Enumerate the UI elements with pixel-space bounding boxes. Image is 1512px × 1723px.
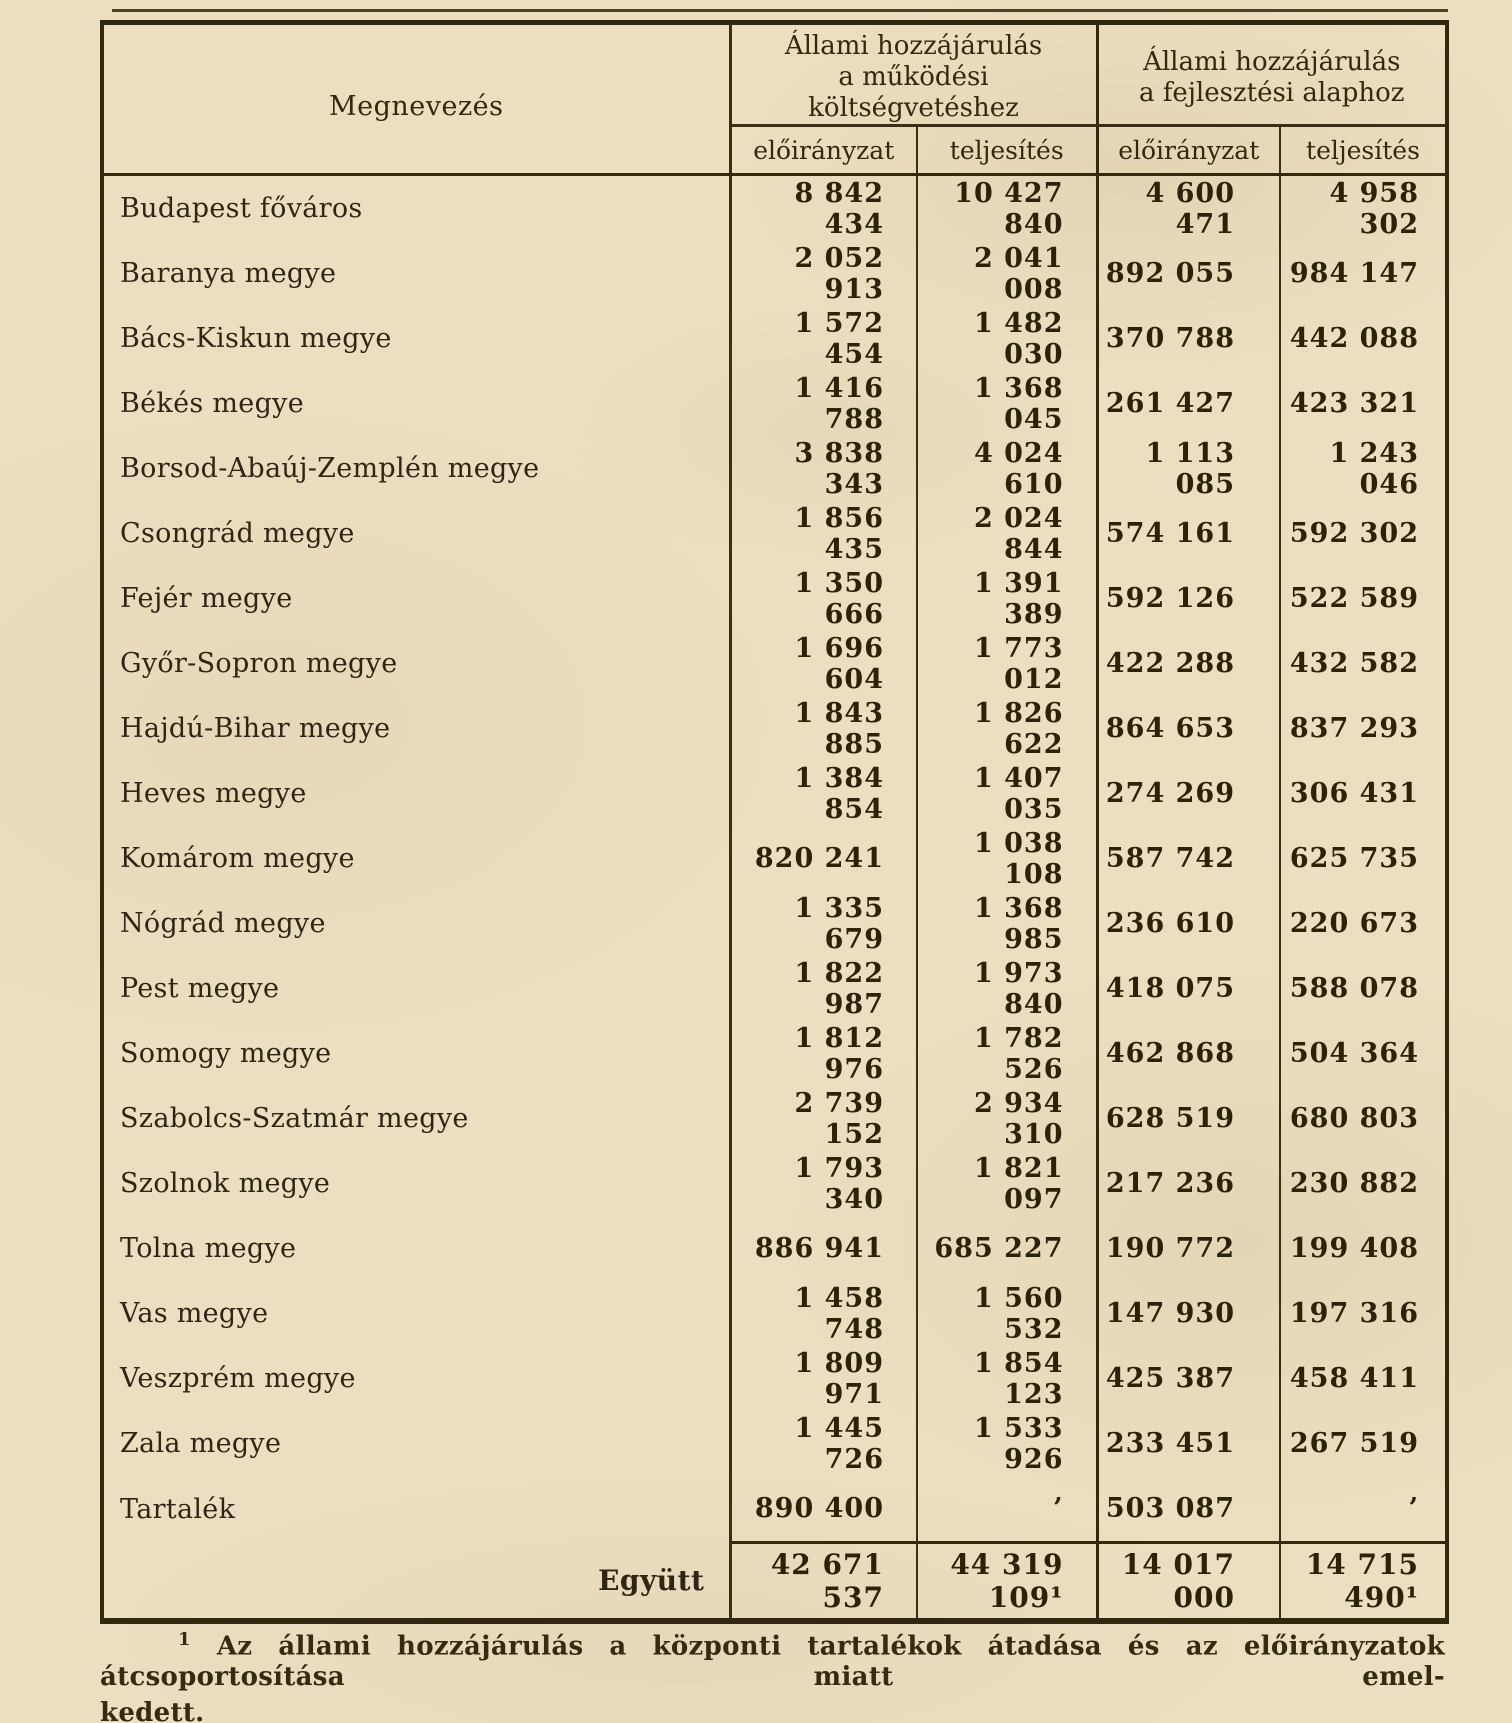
row-mukodesi-teljesites: 1 482 030 <box>917 306 1097 371</box>
row-fejlesztesi-eloiranyzat: 628 519 <box>1097 1086 1280 1151</box>
subheader-fejlesztesi-eloiranyzat: előirányzat <box>1097 126 1280 175</box>
row-fejlesztesi-eloiranyzat: 261 427 <box>1097 371 1280 436</box>
row-mukodesi-eloiranyzat: 1 384 854 <box>730 761 917 826</box>
row-mukodesi-teljesites: 1 773 012 <box>917 631 1097 696</box>
table-header <box>102 23 1447 175</box>
row-county-name: Borsod-Abaúj-Zemplén megye <box>102 436 730 501</box>
table-row <box>102 956 1447 1021</box>
state-contribution-table <box>100 20 1449 1624</box>
table-row <box>102 1216 1447 1281</box>
table-row <box>102 566 1447 631</box>
row-mukodesi-eloiranyzat: 1 696 604 <box>730 631 917 696</box>
row-fejlesztesi-teljesites: 230 882 <box>1289 1168 1419 1199</box>
row-fejlesztesi-teljesites: 4 958 302 <box>1329 177 1419 240</box>
row-fejlesztesi-eloiranyzat: 370 788 <box>1097 306 1280 371</box>
row-mukodesi-teljesites: 1 038 108 <box>917 826 1097 891</box>
row-fejlesztesi-teljesites: 432 582 <box>1289 648 1419 679</box>
subheader-mukodesi-teljesites: teljesítés <box>917 126 1097 175</box>
row-mukodesi-teljesites: 685 227 <box>917 1216 1097 1281</box>
row-mukodesi-eloiranyzat: 820 241 <box>730 826 917 891</box>
row-county-name: Tartalék <box>102 1476 730 1543</box>
total-row <box>102 1543 1447 1622</box>
table-body <box>102 175 1447 1543</box>
row-mukodesi-eloiranyzat: 1 445 726 <box>730 1411 917 1476</box>
table-row <box>102 1281 1447 1346</box>
row-fejlesztesi-teljesites: 625 735 <box>1289 843 1419 874</box>
footnote <box>100 1629 1445 1723</box>
row-fejlesztesi-teljesites: 504 364 <box>1289 1038 1419 1069</box>
table-row <box>102 1346 1447 1411</box>
row-mukodesi-teljesites: 1 973 840 <box>917 956 1097 1021</box>
row-county-name: Csongrád megye <box>102 501 730 566</box>
total-label: Együtt <box>102 1543 730 1622</box>
column-header-megnevezes: Megnevezés <box>102 23 730 175</box>
column-group-fejlesztesi <box>1097 23 1447 126</box>
row-mukodesi-teljesites: 1 368 985 <box>917 891 1097 956</box>
footnote-text: Az állami hozzájárulás a központi tartalékok átadása és az előirányzatok átcsoportosítása miatt emel- <box>100 1631 1445 1692</box>
total-mukodesi-teljesites: 44 319 109¹ <box>917 1543 1097 1622</box>
footnote-line2: kedett. <box>100 1697 205 1723</box>
counties-budget-table <box>100 20 1449 1624</box>
table-row <box>102 1021 1447 1086</box>
row-fejlesztesi-teljesites: 306 431 <box>1289 778 1419 809</box>
row-fejlesztesi-eloiranyzat: 592 126 <box>1097 566 1280 631</box>
row-mukodesi-eloiranyzat: 2 739 152 <box>730 1086 917 1151</box>
row-mukodesi-teljesites: 1 782 526 <box>917 1021 1097 1086</box>
row-fejlesztesi-eloiranyzat: 274 269 <box>1097 761 1280 826</box>
table-row <box>102 175 1447 242</box>
row-fejlesztesi-eloiranyzat: 892 055 <box>1097 241 1280 306</box>
row-fejlesztesi-teljesites: 522 589 <box>1289 583 1419 614</box>
table-row <box>102 696 1447 761</box>
row-fejlesztesi-teljesites: 458 411 <box>1289 1363 1419 1394</box>
row-county-name: Zala megye <box>102 1411 730 1476</box>
table-row <box>102 1086 1447 1151</box>
footnote-line1 <box>100 1629 1445 1692</box>
row-mukodesi-eloiranyzat: 8 842 434 <box>730 175 917 242</box>
row-mukodesi-teljesites: 1 391 389 <box>917 566 1097 631</box>
row-fejlesztesi-eloiranyzat: 422 288 <box>1097 631 1280 696</box>
table-row <box>102 891 1447 956</box>
total-fejlesztesi-teljesites: 14 715 490¹ <box>1280 1543 1447 1622</box>
row-mukodesi-eloiranyzat: 3 838 343 <box>730 436 917 501</box>
row-county-name: Nógrád megye <box>102 891 730 956</box>
row-mukodesi-teljesites: 2 024 844 <box>917 501 1097 566</box>
row-fejlesztesi-teljesites: 197 316 <box>1289 1298 1419 1329</box>
row-fejlesztesi-teljesites: 267 519 <box>1289 1428 1419 1459</box>
row-mukodesi-eloiranyzat: 1 843 885 <box>730 696 917 761</box>
row-fejlesztesi-eloiranyzat: 190 772 <box>1097 1216 1280 1281</box>
row-county-name: Fejér megye <box>102 566 730 631</box>
row-fejlesztesi-eloiranyzat: 587 742 <box>1097 826 1280 891</box>
subheader-mukodesi-eloiranyzat: előirányzat <box>730 126 917 175</box>
row-fejlesztesi-teljesites: 220 673 <box>1289 908 1419 939</box>
row-county-name: Somogy megye <box>102 1021 730 1086</box>
row-fejlesztesi-eloiranyzat: 233 451 <box>1097 1411 1280 1476</box>
row-county-name: Budapest főváros <box>102 175 730 242</box>
row-fejlesztesi-teljesites: 1 243 046 <box>1329 437 1419 500</box>
table-row <box>102 631 1447 696</box>
row-mukodesi-teljesites: 1 821 097 <box>917 1151 1097 1216</box>
row-fejlesztesi-teljesites: 442 088 <box>1289 323 1419 354</box>
row-mukodesi-teljesites: 1 854 123 <box>917 1346 1097 1411</box>
row-mukodesi-teljesites: 2 934 310 <box>917 1086 1097 1151</box>
row-mukodesi-eloiranyzat: 886 941 <box>730 1216 917 1281</box>
row-mukodesi-eloiranyzat: 1 416 788 <box>730 371 917 436</box>
row-county-name: Szolnok megye <box>102 1151 730 1216</box>
row-fejlesztesi-teljesites: 592 302 <box>1289 518 1419 549</box>
row-fejlesztesi-eloiranyzat: 503 087 <box>1097 1476 1280 1543</box>
table-row <box>102 436 1447 501</box>
row-fejlesztesi-eloiranyzat: 425 387 <box>1097 1346 1280 1411</box>
table-row <box>102 1411 1447 1476</box>
row-fejlesztesi-teljesites: 588 078 <box>1289 973 1419 1004</box>
subheader-fejlesztesi-teljesites: teljesítés <box>1280 126 1447 175</box>
table-row <box>102 1151 1447 1216</box>
row-fejlesztesi-teljesites: 984 147 <box>1289 258 1419 289</box>
row-mukodesi-eloiranyzat: 1 812 976 <box>730 1021 917 1086</box>
row-fejlesztesi-teljesites: 837 293 <box>1289 713 1419 744</box>
table-row <box>102 826 1447 891</box>
row-mukodesi-eloiranyzat: 1 350 666 <box>730 566 917 631</box>
table-row <box>102 501 1447 566</box>
table-row <box>102 1476 1447 1543</box>
page-top-rule <box>112 9 1448 12</box>
row-mukodesi-teljesites: 1 407 035 <box>917 761 1097 826</box>
table-row <box>102 241 1447 306</box>
row-county-name: Baranya megye <box>102 241 730 306</box>
group1-line1: Állami hozzájárulás <box>784 31 1043 61</box>
row-fejlesztesi-eloiranyzat: 236 610 <box>1097 891 1280 956</box>
row-county-name: Komárom megye <box>102 826 730 891</box>
row-mukodesi-eloiranyzat: 1 335 679 <box>730 891 917 956</box>
table-row <box>102 371 1447 436</box>
row-fejlesztesi-eloiranyzat: 1 113 085 <box>1097 436 1280 501</box>
row-county-name: Vas megye <box>102 1281 730 1346</box>
row-fejlesztesi-eloiranyzat: 864 653 <box>1097 696 1280 761</box>
row-mukodesi-teljesites: 1 368 045 <box>917 371 1097 436</box>
row-fejlesztesi-teljesites: ’ <box>1408 1493 1419 1524</box>
row-mukodesi-eloiranyzat: 890 400 <box>730 1476 917 1543</box>
group2-line2: a fejlesztési alaphoz <box>1139 77 1405 108</box>
group2-line1: Állami hozzájárulás <box>1143 46 1401 77</box>
row-mukodesi-eloiranyzat: 1 856 435 <box>730 501 917 566</box>
row-county-name: Pest megye <box>102 956 730 1021</box>
row-fejlesztesi-teljesites: 199 408 <box>1289 1233 1419 1264</box>
row-county-name: Hajdú-Bihar megye <box>102 696 730 761</box>
row-mukodesi-eloiranyzat: 1 793 340 <box>730 1151 917 1216</box>
row-mukodesi-eloiranyzat: 2 052 913 <box>730 241 917 306</box>
row-county-name: Veszprém megye <box>102 1346 730 1411</box>
row-mukodesi-eloiranyzat: 1 822 987 <box>730 956 917 1021</box>
row-mukodesi-eloiranyzat: 1 458 748 <box>730 1281 917 1346</box>
table-row <box>102 306 1447 371</box>
row-mukodesi-teljesites: 1 560 532 <box>917 1281 1097 1346</box>
table-total <box>102 1543 1447 1622</box>
row-fejlesztesi-teljesites: 423 321 <box>1289 388 1419 419</box>
row-county-name: Tolna megye <box>102 1216 730 1281</box>
table-row <box>102 761 1447 826</box>
row-fejlesztesi-eloiranyzat: 462 868 <box>1097 1021 1280 1086</box>
row-mukodesi-teljesites: 4 024 610 <box>917 436 1097 501</box>
row-fejlesztesi-eloiranyzat: 574 161 <box>1097 501 1280 566</box>
group1-line2: a működési költségvetéshez <box>808 62 1019 123</box>
row-county-name: Békés megye <box>102 371 730 436</box>
row-county-name: Bács-Kiskun megye <box>102 306 730 371</box>
row-mukodesi-eloiranyzat: 1 572 454 <box>730 306 917 371</box>
row-fejlesztesi-teljesites: 680 803 <box>1289 1103 1419 1134</box>
row-mukodesi-eloiranyzat: 1 809 971 <box>730 1346 917 1411</box>
row-fejlesztesi-eloiranyzat: 418 075 <box>1097 956 1280 1021</box>
footnote-marker: 1 <box>178 1629 191 1650</box>
row-fejlesztesi-eloiranyzat: 217 236 <box>1097 1151 1280 1216</box>
row-mukodesi-teljesites: 1 533 926 <box>917 1411 1097 1476</box>
row-fejlesztesi-eloiranyzat: 4 600 471 <box>1097 175 1280 242</box>
total-fejlesztesi-eloiranyzat: 14 017 000 <box>1097 1543 1280 1622</box>
column-group-mukodesi <box>730 23 1097 126</box>
row-fejlesztesi-eloiranyzat: 147 930 <box>1097 1281 1280 1346</box>
row-mukodesi-teljesites: 10 427 840 <box>917 175 1097 242</box>
row-mukodesi-teljesites: 1 826 622 <box>917 696 1097 761</box>
row-mukodesi-teljesites: ’ <box>917 1476 1097 1543</box>
row-county-name: Szabolcs-Szatmár megye <box>102 1086 730 1151</box>
total-mukodesi-eloiranyzat: 42 671 537 <box>730 1543 917 1622</box>
row-county-name: Győr-Sopron megye <box>102 631 730 696</box>
row-mukodesi-teljesites: 2 041 008 <box>917 241 1097 306</box>
row-county-name: Heves megye <box>102 761 730 826</box>
